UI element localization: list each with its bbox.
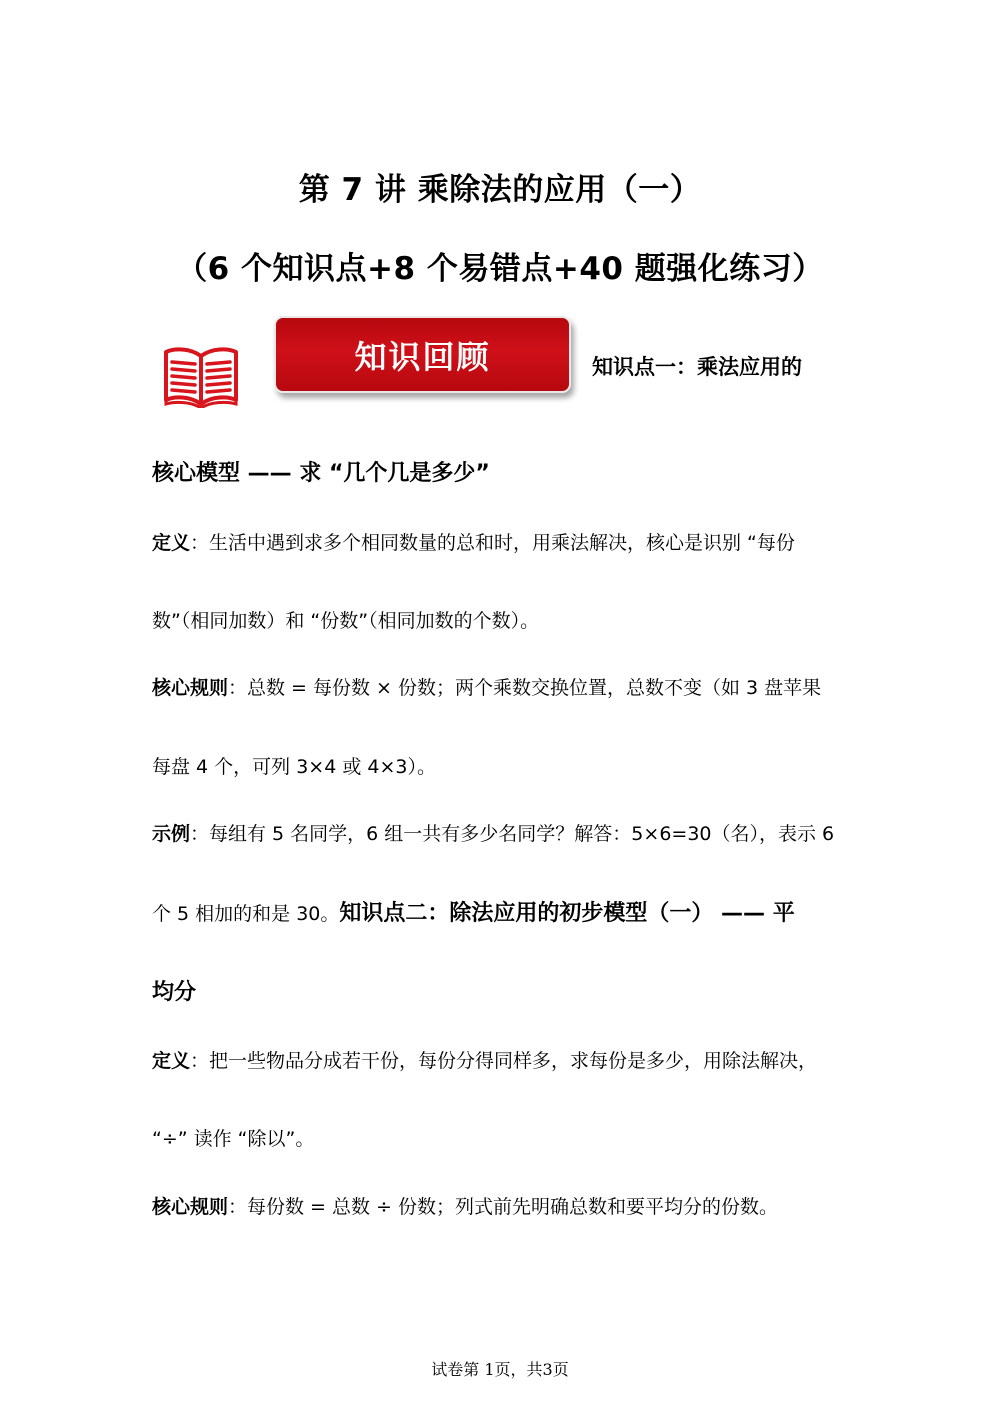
- kp1-rule-line-1: [152, 673, 821, 700]
- kp2-definition-line-2: “÷” 读作 “除以”。: [152, 1128, 315, 1150]
- open-book-icon: [162, 344, 240, 408]
- knowledge-point-1-heading: 知识点一：乘法应用的: [592, 355, 802, 379]
- kp1-example-line-1: [152, 819, 834, 846]
- page-subtitle: （6 个知识点+8 个易错点+40 题强化练习）: [176, 251, 824, 287]
- definition-label: 定义: [152, 532, 191, 554]
- example-text: ：每组有 5 名同学，6 组一共有多少名同学？解答：5×6=30（名），表示 6: [190, 823, 835, 845]
- rule-label: 核心规则: [152, 1196, 229, 1218]
- rule-label: 核心规则: [152, 677, 229, 699]
- kp1-definition-line-2: 数”（相同加数）和 “份数”（相同加数的个数）。: [152, 610, 540, 632]
- definition-label: 定义: [152, 1050, 191, 1072]
- knowledge-point-2-heading: 知识点二：除法应用的初步模型（一） —— 平: [339, 901, 795, 926]
- rule-text: ：总数 = 每份数 × 份数；两个乘数交换位置，总数不变（如 3 盘苹果: [228, 677, 822, 699]
- kp1-example-line-2: [152, 896, 795, 927]
- definition-text: ：把一些物品分成若干份，每份分得同样多，求每份是多少，用除法解决，: [190, 1050, 818, 1072]
- section-banner: 知识回顾: [274, 316, 571, 393]
- kp1-definition-line-1: [152, 528, 795, 555]
- kp1-subheading: 核心模型 —— 求 “几个几是多少”: [152, 461, 490, 486]
- kp2-rule-line-1: [152, 1192, 778, 1219]
- example-text-end: 个 5 相加的和是 30。: [152, 903, 340, 925]
- definition-text: ：生活中遇到求多个相同数量的总和时，用乘法解决，核心是识别 “每份: [190, 532, 795, 554]
- knowledge-point-2-heading-cont: 均分: [152, 980, 197, 1005]
- rule-text: ：每份数 = 总数 ÷ 份数；列式前先明确总数和要平均分的份数。: [228, 1196, 779, 1218]
- page-title: 第 7 讲 乘除法的应用（一）: [298, 172, 702, 208]
- kp1-rule-line-2: 每盘 4 个，可列 3×4 或 4×3）。: [152, 756, 436, 778]
- kp2-definition-line-1: [152, 1046, 817, 1073]
- page-footer: 试卷第 1页，共3页: [431, 1360, 569, 1379]
- example-label: 示例: [152, 823, 191, 845]
